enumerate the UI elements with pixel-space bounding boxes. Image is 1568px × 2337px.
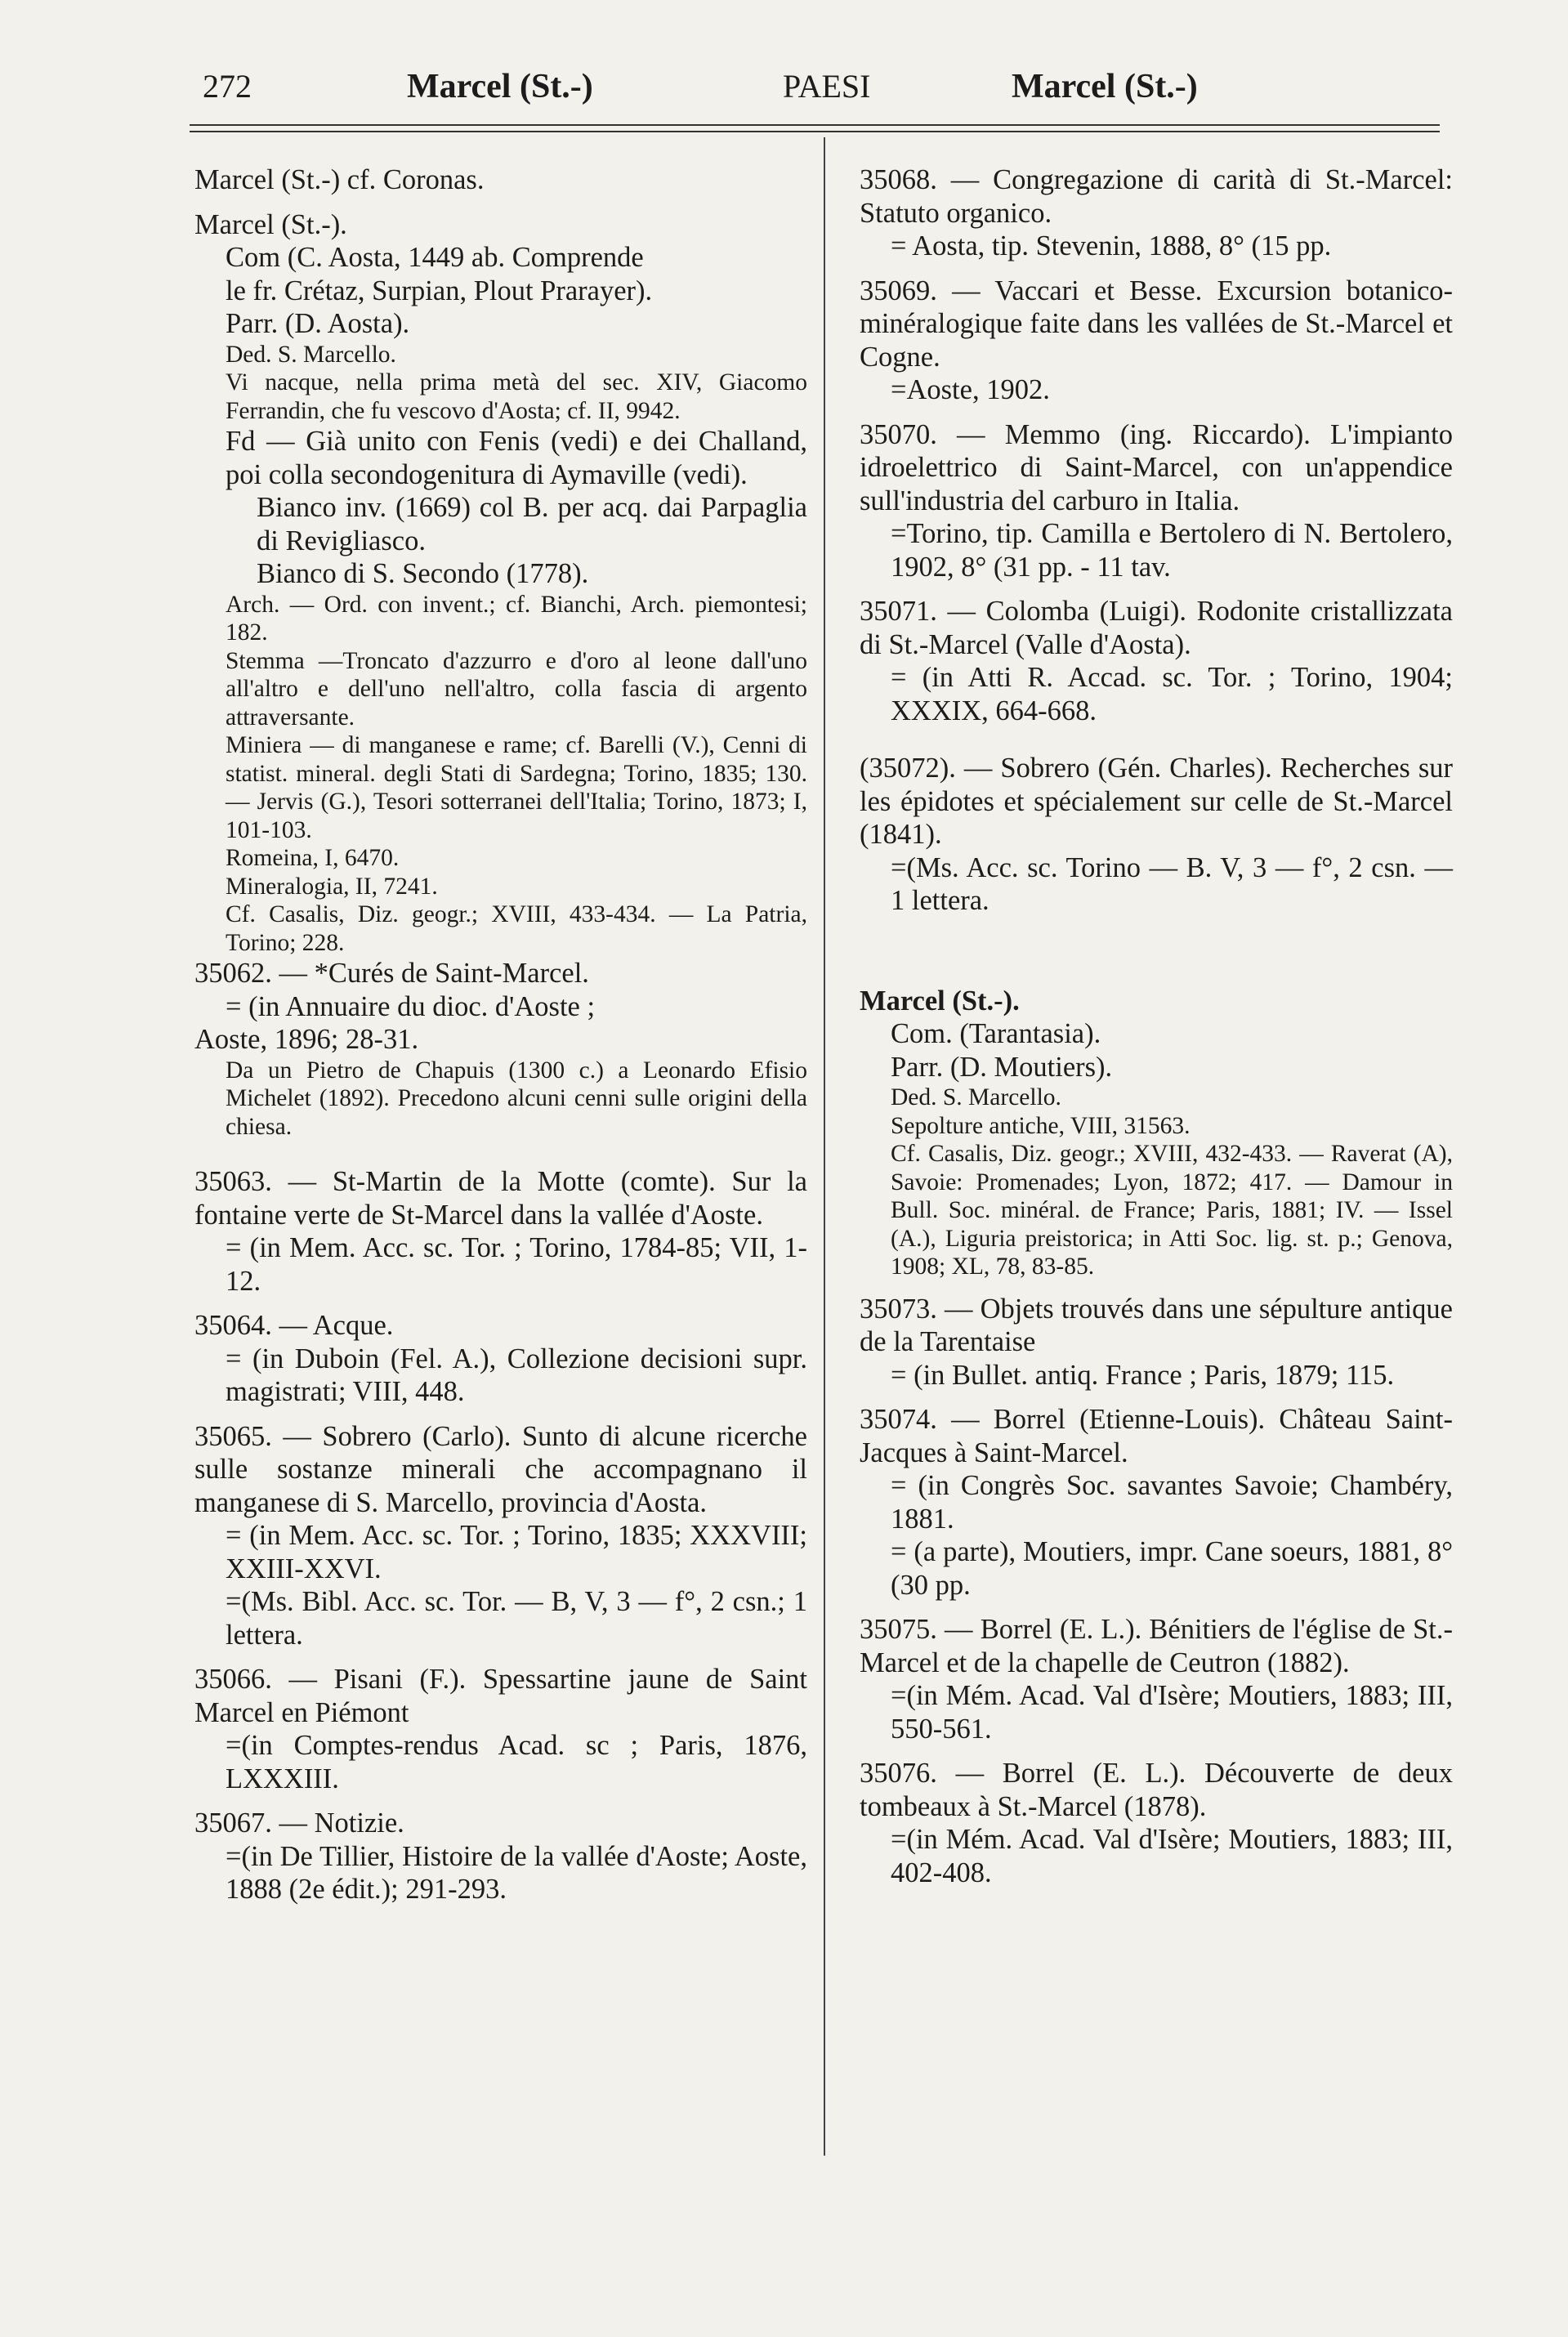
entry-line: Com (C. Aosta, 1449 ab. Comprende — [226, 242, 644, 273]
entry-line: = (in Annuaire du dioc. d'Aoste ; — [226, 990, 596, 1022]
running-head-center: PAESI — [783, 68, 871, 105]
entry-heading: 35075. — Borrel (E. L.). Bénitiers de l'église de St.-Marcel et de la chapelle de Ceutron (1882). — [860, 1614, 1453, 1678]
entry-heading: 35063. — St-Martin de la Motte (comte). Sur la fontaine verte de St-Marcel dans la vallée d'Aoste. — [194, 1166, 807, 1231]
column-divider — [824, 137, 825, 2156]
entry-heading: 35065. — Sobrero (Carlo). Sunto di alcune ricerche sulle sostanze minerali che accompagnano il manganese di S. Marcello, provincia d'Aosta. — [194, 1420, 807, 1518]
entry-heading: 35074. — Borrel (Etienne-Louis). Château Saint-Jacques à Saint-Marcel. — [860, 1404, 1453, 1468]
entry-line: =Aoste, 1902. — [891, 374, 1050, 405]
entry-line: =(in Mém. Acad. Val d'Isère; Moutiers, 1883; III, 550-561. — [891, 1680, 1453, 1745]
entry-line: = (in Mem. Acc. sc. Tor. ; Torino, 1835; XXXVIII; XXIII-XXVI. — [226, 1520, 807, 1584]
running-head-left: Marcel (St.-) — [407, 68, 593, 105]
note: Miniera — di manganese e rame; cf. Barelli (V.), Cenni di statist. mineral. degli Stati di Sardegna; Torino, 1835; 130. — Jervis (G.), Tesori sotterranei dell'Italia; Torino, 1873; I, 101-103. — [226, 732, 807, 843]
entry-line: Aoste, 1896; 28-31. — [194, 1024, 419, 1055]
entry-line: = Aosta, tip. Stevenin, 1888, 8° (15 pp. — [891, 230, 1332, 261]
entry-line: Fd — Già unito con Fenis (vedi) e dei Challand, poi colla secondogenitura di Aymaville (vedi). — [226, 426, 807, 490]
entry-heading: 35064. — Acque. — [194, 1310, 394, 1341]
entry-heading: Marcel (St.-). — [860, 985, 1020, 1017]
entry-heading: 35076. — Borrel (E. L.). Découverte de deux tombeaux à St.-Marcel (1878). — [860, 1758, 1453, 1822]
note: Cf. Casalis, Diz. geogr.; XVIII, 433-434. — La Patria, Torino; 228. — [226, 901, 807, 956]
entry-line: =(Ms. Acc. sc. Torino — B. V, 3 — f°, 2 csn. — 1 lettera. — [891, 851, 1453, 916]
note: Cf. Casalis, Diz. geogr.; XVIII, 432-433. — Raverat (A), Savoie: Promenades; Lyon, 1872; 417. — Damour in Bull. Soc. minéral. de France; Paris, 1881; IV. — Issel (A.), Liguria preistorica; in Atti Soc. lig. st. p.; Genova, 1908; XL, 78, 83-85. — [891, 1141, 1453, 1280]
entry-line: Parr. (D. Aosta). — [226, 308, 410, 339]
entry-line: = (in Atti R. Accad. sc. Tor. ; Torino, 1904; XXXIX, 664-668. — [891, 662, 1453, 726]
page-number: 272 — [203, 68, 252, 105]
entry-heading: Marcel (St.-) cf. Coronas. — [194, 164, 485, 195]
entry-heading: 35062. — *Curés de Saint-Marcel. — [194, 958, 589, 989]
entry-heading: 35070. — Memmo (ing. Riccardo). L'impianto idroelettrico di Saint-Marcel, con un'appendice sull'industria del carburo in Italia. — [860, 418, 1453, 516]
entry-line: Bianco inv. (1669) col B. per acq. dai Parpaglia di Revigliasco. — [257, 492, 807, 556]
entry-line: =Torino, tip. Camilla e Bertolero di N. Bertolero, 1902, 8° (31 pp. - 11 tav. — [891, 518, 1453, 583]
entry-line: = (in Bullet. antiq. France ; Paris, 1879; 115. — [891, 1359, 1395, 1391]
entry-line: le fr. Crétaz, Surpian, Plout Prarayer). — [226, 275, 653, 306]
entry-line: =(in Comptes-rendus Acad. sc ; Paris, 1876, LXXXIII. — [226, 1730, 807, 1794]
entry-heading: 35067. — Notizie. — [194, 1807, 404, 1839]
entry-line: = (in Duboin (Fel. A.), Collezione decisioni supr. magistrati; VIII, 448. — [226, 1343, 807, 1407]
entry-line: Parr. (D. Moutiers). — [891, 1051, 1113, 1083]
entry-line: = (a parte), Moutiers, impr. Cane soeurs, 1881, 8° (30 pp. — [891, 1536, 1453, 1601]
right-column — [860, 163, 1453, 1889]
entry-line: =(in Mém. Acad. Val d'Isère; Moutiers, 1883; III, 402-408. — [891, 1824, 1453, 1888]
entry-heading: Marcel (St.-). — [194, 208, 347, 240]
note: Arch. — Ord. con invent.; cf. Bianchi, Arch. piemontesi; 182. — [226, 591, 807, 646]
left-column — [194, 163, 807, 1906]
note: Stemma —Troncato d'azzurro e d'oro al leone dall'uno all'altro e dell'uno nell'altro, colla fascia di argento attraversante. — [226, 647, 807, 731]
note: Da un Pietro de Chapuis (1300 c.) a Leonardo Efisio Michelet (1892). Precedono alcuni cenni sulle origini della chiesa. — [226, 1057, 807, 1140]
entry-heading: 35071. — Colomba (Luigi). Rodonite cristallizzata di St.-Marcel (Valle d'Aosta). — [860, 596, 1453, 660]
note: Vi nacque, nella prima metà del sec. XIV, Giacomo Ferrandin, che fu vescovo d'Aosta; cf. II, 9942. — [226, 369, 807, 424]
entry-heading: 35073. — Objets trouvés dans une sépulture antique de la Tarentaise — [860, 1293, 1453, 1357]
entry-line: = (in Congrès Soc. savantes Savoie; Chambéry, 1881. — [891, 1470, 1453, 1535]
header-rule — [190, 124, 1440, 126]
entry-line: Ded. S. Marcello. — [226, 341, 396, 368]
entry-heading: 35069. — Vaccari et Besse. Excursion botanico-minéralogique faite dans les vallées de St.-Marcel et Cogne. — [860, 275, 1453, 373]
note: Romeina, I, 6470. — [226, 845, 400, 871]
entry-line: =(in De Tillier, Histoire de la vallée d'Aoste; Aoste, 1888 (2e édit.); 291-293. — [226, 1840, 807, 1905]
entry-heading: 35066. — Pisani (F.). Spessartine jaune de Saint Marcel en Piémont — [194, 1664, 807, 1728]
entry-line: Com. (Tarantasia). — [891, 1018, 1101, 1049]
header-rule-2 — [190, 131, 1440, 132]
note: Sepolture antiche, VIII, 31563. — [891, 1112, 1191, 1139]
entry-line: =(Ms. Bibl. Acc. sc. Tor. — B, V, 3 — f°, 2 csn.; 1 lettera. — [226, 1586, 807, 1651]
entry-heading: 35068. — Congregazione di carità di St.-Marcel: Statuto organico. — [860, 164, 1453, 229]
entry-heading: (35072). — Sobrero (Gén. Charles). Recherches sur les épidotes et spécialement sur celle de St.-Marcel (1841). — [860, 753, 1453, 850]
entry-line: Bianco di S. Secondo (1778). — [257, 558, 589, 589]
note: Mineralogia, II, 7241. — [226, 873, 438, 900]
entry-line: = (in Mem. Acc. sc. Tor. ; Torino, 1784-85; VII, 1-12. — [226, 1232, 807, 1297]
note: Ded. S. Marcello. — [891, 1084, 1061, 1110]
running-head-right: Marcel (St.-) — [1012, 68, 1198, 105]
